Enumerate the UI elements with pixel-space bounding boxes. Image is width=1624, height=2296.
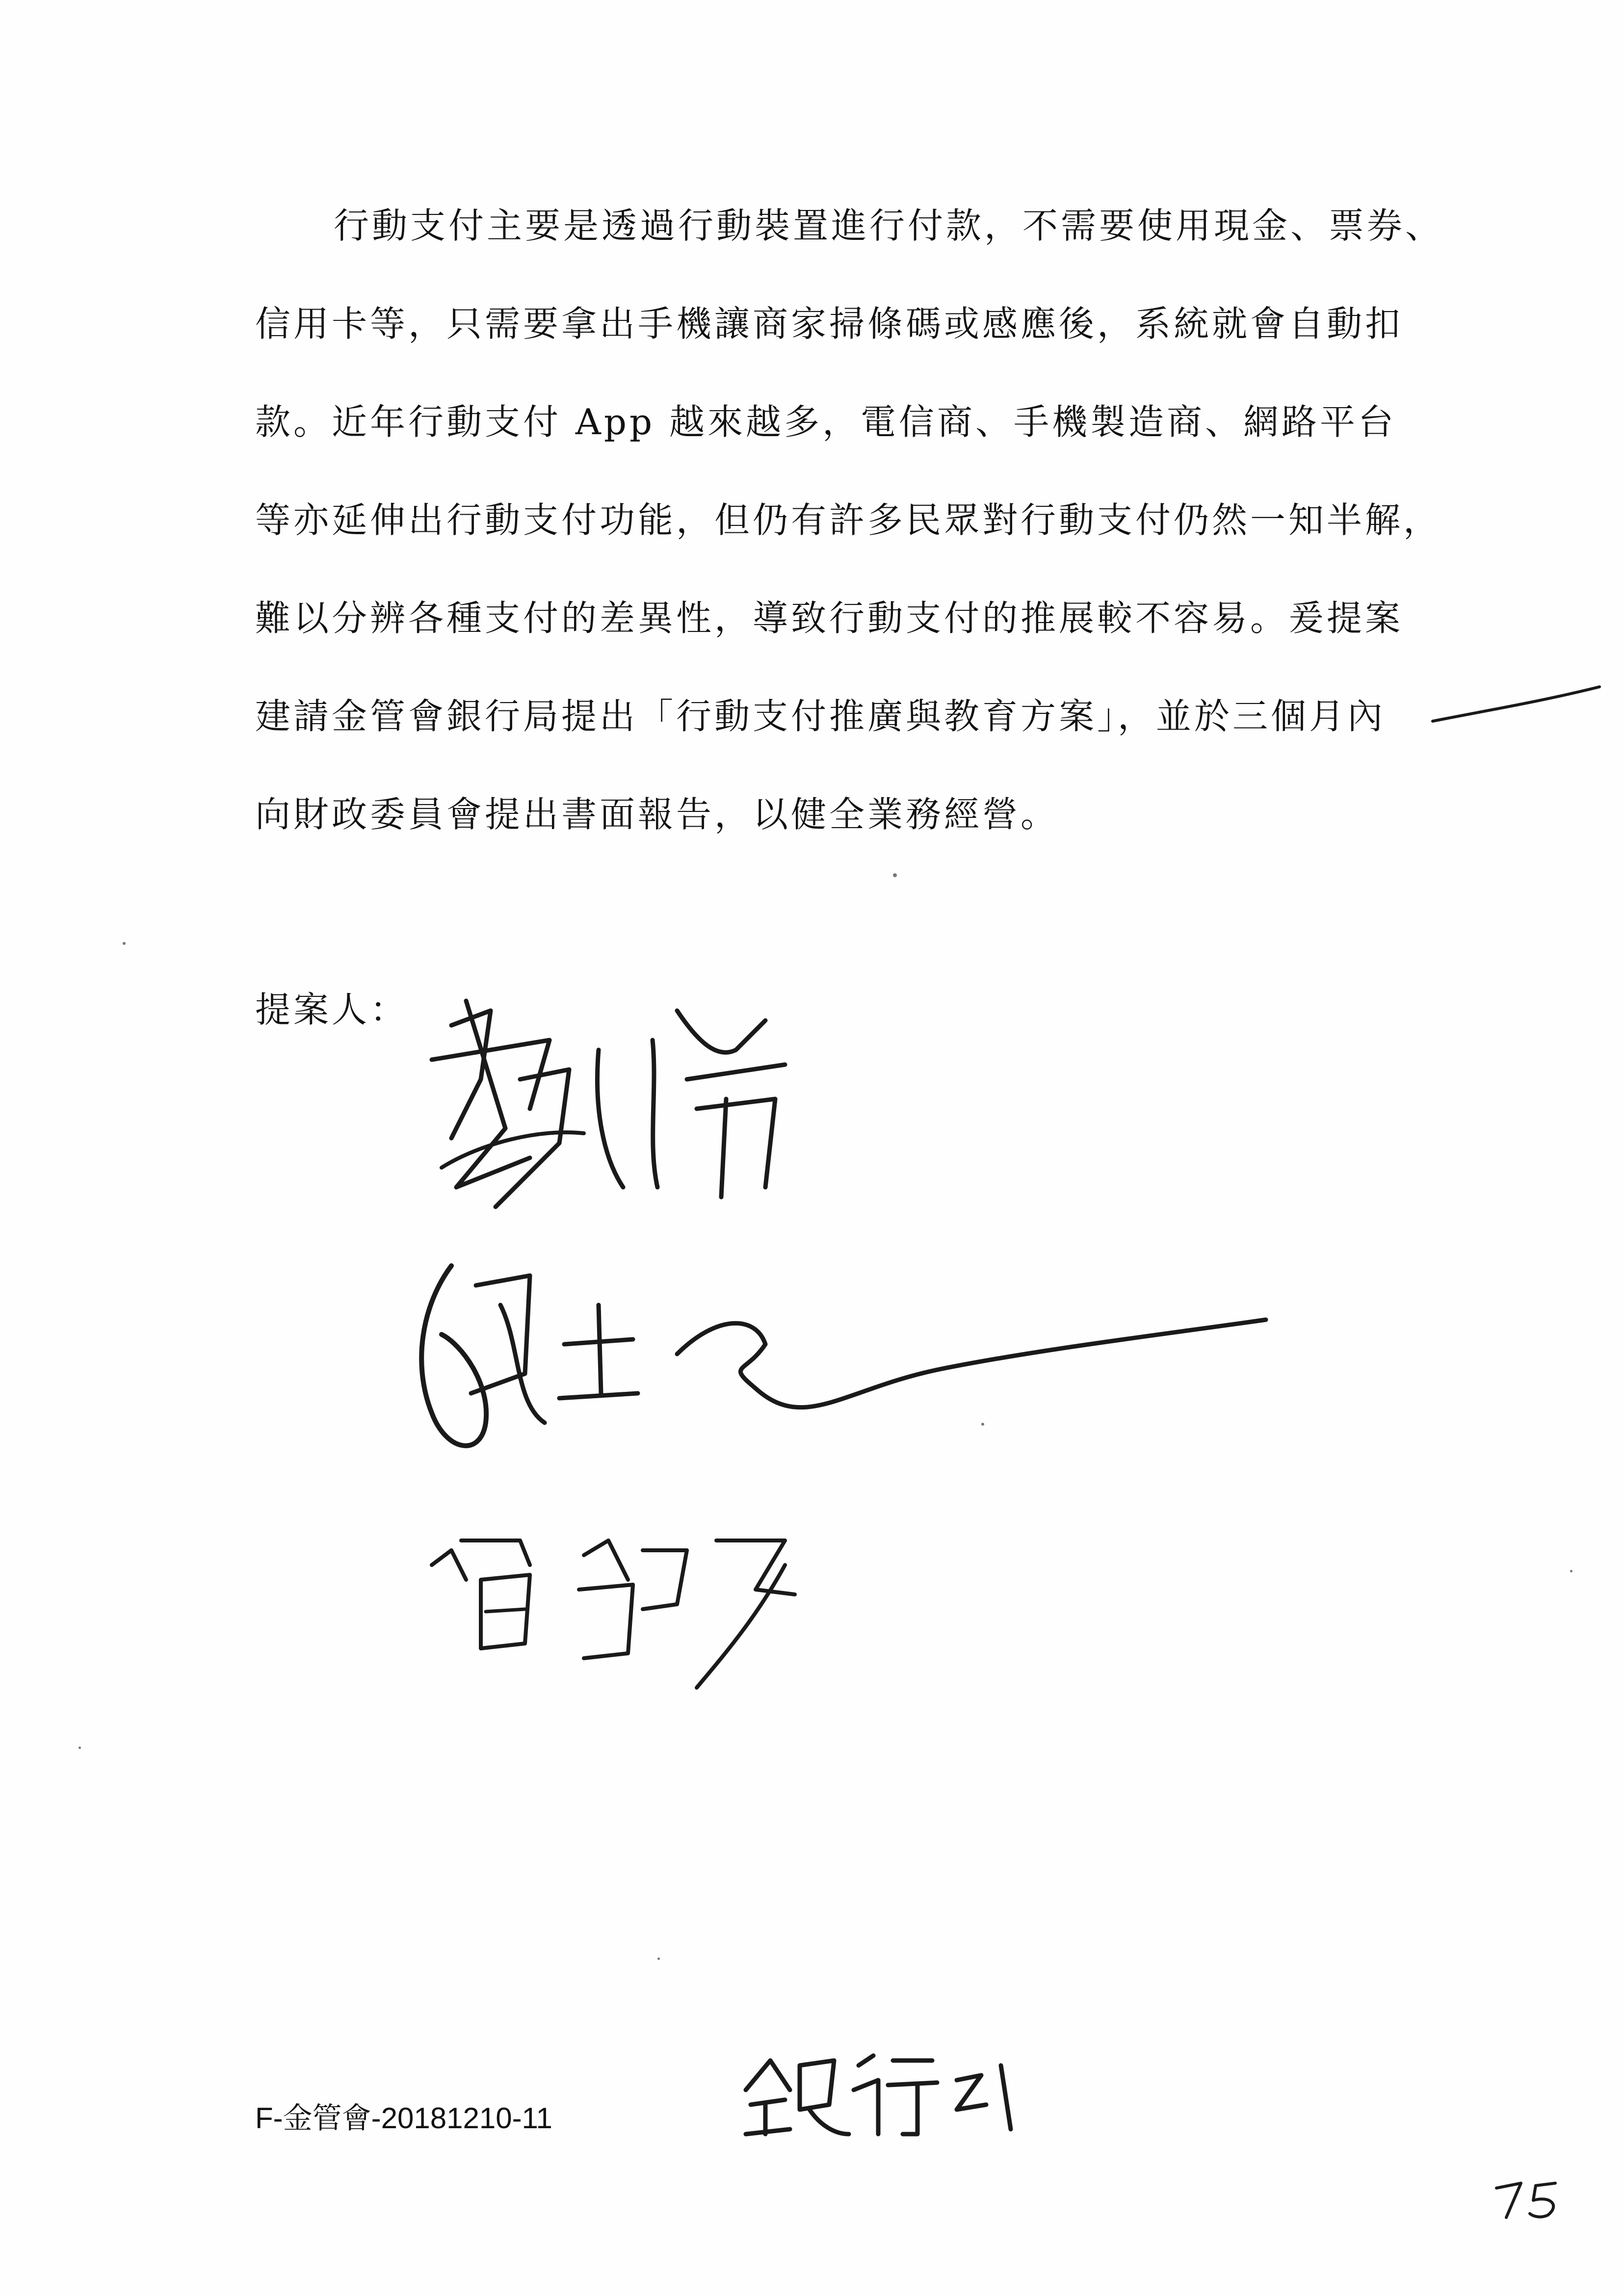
body-line-2: 信用卡等，只需要拿出手機讓商家掃條碼或感應後，系統就會自動扣: [255, 303, 1404, 344]
proposal-body: [255, 186, 1442, 873]
scan-speck: [79, 1747, 81, 1749]
signature-1: [422, 981, 864, 1236]
scan-speck: [893, 873, 897, 877]
scan-speck: [981, 1423, 984, 1426]
scan-speck: [123, 942, 126, 945]
scan-speck: [1570, 1570, 1572, 1572]
margin-pen-stroke: [1423, 677, 1609, 736]
body-line-7: 向財政委員會提出書面報告，以健全業務經營。: [255, 794, 1059, 835]
form-code: F-金管會-20181210-11: [255, 2102, 552, 2135]
handwritten-annotation: [736, 2036, 1030, 2144]
signature-3: [422, 1521, 814, 1697]
body-line-6: 建請金管會銀行局提出「行動支付推廣與教育方案」，並於三個月內: [255, 696, 1386, 737]
page-number: [1492, 2173, 1580, 2222]
body-line-1: 行動支付主要是透過行動裝置進行付款，不需要使用現金、票券、: [334, 205, 1444, 246]
body-line-3: 款。近年行動支付 App 越來越多，電信商、手機製造商、網路平台: [255, 401, 1396, 443]
body-line-4: 等亦延伸出行動支付功能，但仍有許多民眾對行動支付仍然一知半解，: [255, 499, 1442, 541]
proposer-label: 提案人：: [255, 989, 409, 1030]
signature-2: [402, 1246, 1285, 1501]
scan-speck: [657, 1957, 660, 1960]
body-line-5: 難以分辨各種支付的差異性，導致行動支付的推展較不容易。爰提案: [255, 598, 1404, 639]
